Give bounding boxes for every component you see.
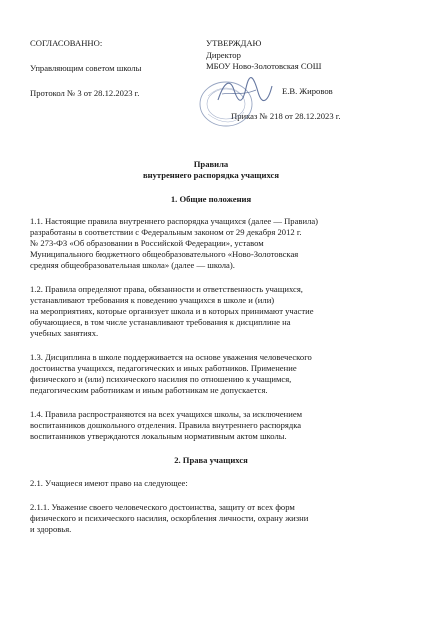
text-line: обучающиеся, в том числе устанавливают требования к дисциплине на xyxy=(30,317,291,327)
text-line: 1.4. Правила распространяются на всех учащихся школы, за исключением xyxy=(30,409,303,419)
text-line: Муниципального бюджетного общеобразовательного «Ново-Золотовская xyxy=(30,249,299,259)
approve-label: УТВЕРЖДАЮ xyxy=(206,38,262,48)
text-line: разработаны в соответствии с Федеральным законом от 29 декабря 2012 г. xyxy=(30,227,302,237)
section1-heading: 1. Общие положения xyxy=(170,194,252,204)
agreed-label: СОГЛАСОВАННО: xyxy=(30,38,103,48)
text-line: физического и (или) психического насилия по отношению к учащимся, xyxy=(30,374,292,384)
doc-title-line2: внутреннего распорядка учащихся xyxy=(142,170,279,180)
text-line: 1.2. Правила определяют права, обязанности и ответственность учащихся, xyxy=(30,284,303,294)
text-line: 1.1. Настоящие правила внутреннего распорядка учащихся (далее — Правила) xyxy=(30,216,319,226)
order-label: Приказ № 218 от 28.12.2023 г. xyxy=(231,111,341,121)
director-name: Е.В. Жировов xyxy=(282,86,333,96)
text-line: и здоровья. xyxy=(30,524,72,534)
section2-heading: 2. Права учащихся xyxy=(174,455,248,465)
text-line: средняя общеобразовательная школа» (далее — школа). xyxy=(30,260,235,270)
text-line: 2.1.1. Уважение своего человеческого достоинства, защиту от всех форм xyxy=(30,502,295,512)
text-line: физического и психического насилия, оскорбления личности, охрану жизни xyxy=(30,513,309,523)
text-line: на мероприятиях, которые организует школа и в которых принимают участие xyxy=(30,306,314,316)
text-line: 1.3. Дисциплина в школе поддерживается на основе уважения человеческого xyxy=(30,352,312,362)
text-line: учебных занятиях. xyxy=(30,328,99,338)
text-line: воспитанников утверждаются локальным нормативным актом школы. xyxy=(30,431,287,441)
signature-icon xyxy=(212,72,276,112)
paragraph-2-1: 2.1. Учащиеся имеют право на следующее: xyxy=(30,478,188,488)
text-line: устанавливают требования к поведению учащихся в школе и (или) xyxy=(30,295,275,305)
text-line: педагогическим работникам и иным работникам не допускается. xyxy=(30,385,268,395)
text-line: достоинства учащихся, педагогических и иных работников. Применение xyxy=(30,363,297,373)
doc-title-line1: Правила xyxy=(193,159,229,169)
council-label: Управляющим советом школы xyxy=(30,63,142,73)
text-line: № 273-ФЗ «Об образовании в Российской Федерации», уставом xyxy=(30,238,264,248)
director-position: Директор xyxy=(206,50,241,60)
text-line: воспитанников дошкольного отделения. Правила внутреннего распорядка xyxy=(30,420,302,430)
school-name: МБОУ Ново-Золотовская СОШ xyxy=(206,61,322,71)
protocol-label: Протокол № 3 от 28.12.2023 г. xyxy=(30,88,140,98)
